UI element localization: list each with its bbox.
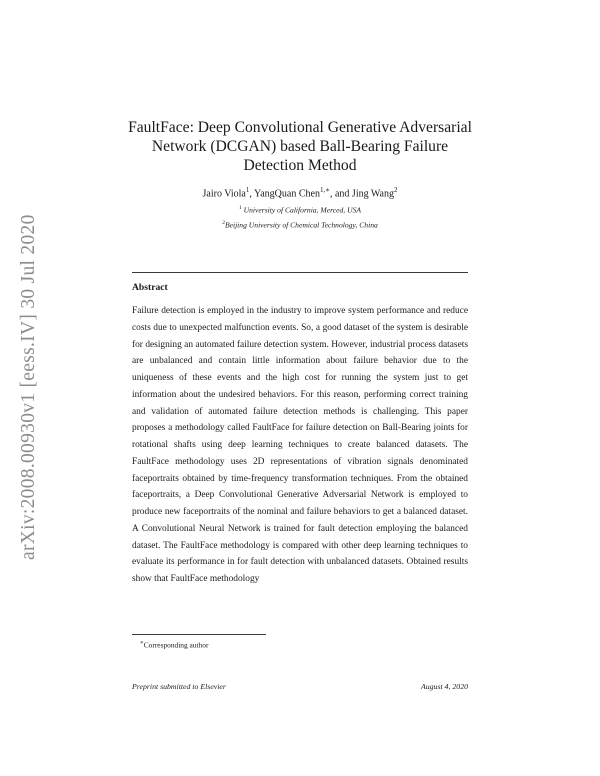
affiliation-text: Beijing University of Chemical Technology, China bbox=[224, 220, 378, 230]
author-name: YangQuan Chen bbox=[254, 188, 320, 200]
journal-submission-note: Preprint submitted to Elsevier bbox=[132, 682, 226, 691]
footnote-mark: ∗ bbox=[140, 640, 144, 646]
author-separator: , bbox=[249, 188, 255, 200]
arxiv-identifier-stamp: arXiv:2008.00930v1 [eess.IV] 30 Jul 2020 bbox=[18, 214, 39, 560]
paper-title: FaultFace: Deep Convolutional Generative Adversarial Network (DCGAN) based Ball-Bearing Failure Detection Method bbox=[128, 119, 472, 174]
abstract-top-rule bbox=[132, 272, 468, 273]
author-affiliation-mark: 1 bbox=[245, 186, 250, 194]
affiliation-mark: 1 bbox=[238, 205, 242, 211]
author-name: Jing Wang bbox=[351, 188, 394, 200]
author-name: Jairo Viola bbox=[202, 188, 246, 200]
footer-date: August 4, 2020 bbox=[421, 682, 468, 691]
affiliation-mark: 2 bbox=[222, 220, 225, 226]
author-list bbox=[120, 186, 480, 199]
abstract-text: Failure detection is employed in the industry to improve system performance and reduce costs due to unexpected malfunction events. So, a good dataset of the system is desirable for designing an automated failure detection system. However, industrial process datasets are unbalanced and contain little information about failure behavior due to the uniqueness of these events and the high cost for running the system just to get information about the undesired behaviors. For this reason, performing correct training and validation of automated failure detection methods is challenging. This paper proposes a methodology called FaultFace for failure detection on Ball-Bearing joints for rotational shafts using deep learning techniques to create balanced datasets. The FaultFace methodology uses 2D representations of vibration signals denominated faceportraits obtained by time-frequency transformation techniques. From the obtained faceportraits, a Deep Convolutional Generative Adversarial Network is employed to produce new faceportraits of the nominal and failure behaviors to get a balanced dataset. A Convolutional Neural Network is trained for fault detection employing the balanced dataset. The FaultFace methodology is compared with other deep learning techniques to evaluate its performance in for fault detection with unbalanced datasets. Obtained results show that FaultFace methodology bbox=[132, 306, 468, 584]
affiliation bbox=[120, 205, 480, 215]
footnote-rule bbox=[132, 634, 266, 635]
affiliation bbox=[120, 220, 480, 230]
affiliation-text: University of California, Merced, USA bbox=[243, 205, 362, 215]
author-affiliation-mark: 2 bbox=[394, 186, 398, 194]
footnote-text: Corresponding author bbox=[143, 640, 209, 650]
author-separator: , and bbox=[329, 188, 352, 200]
abstract-heading: Abstract bbox=[132, 282, 168, 293]
footnote bbox=[140, 640, 208, 649]
author-affiliation-mark: 1,∗ bbox=[319, 186, 330, 194]
